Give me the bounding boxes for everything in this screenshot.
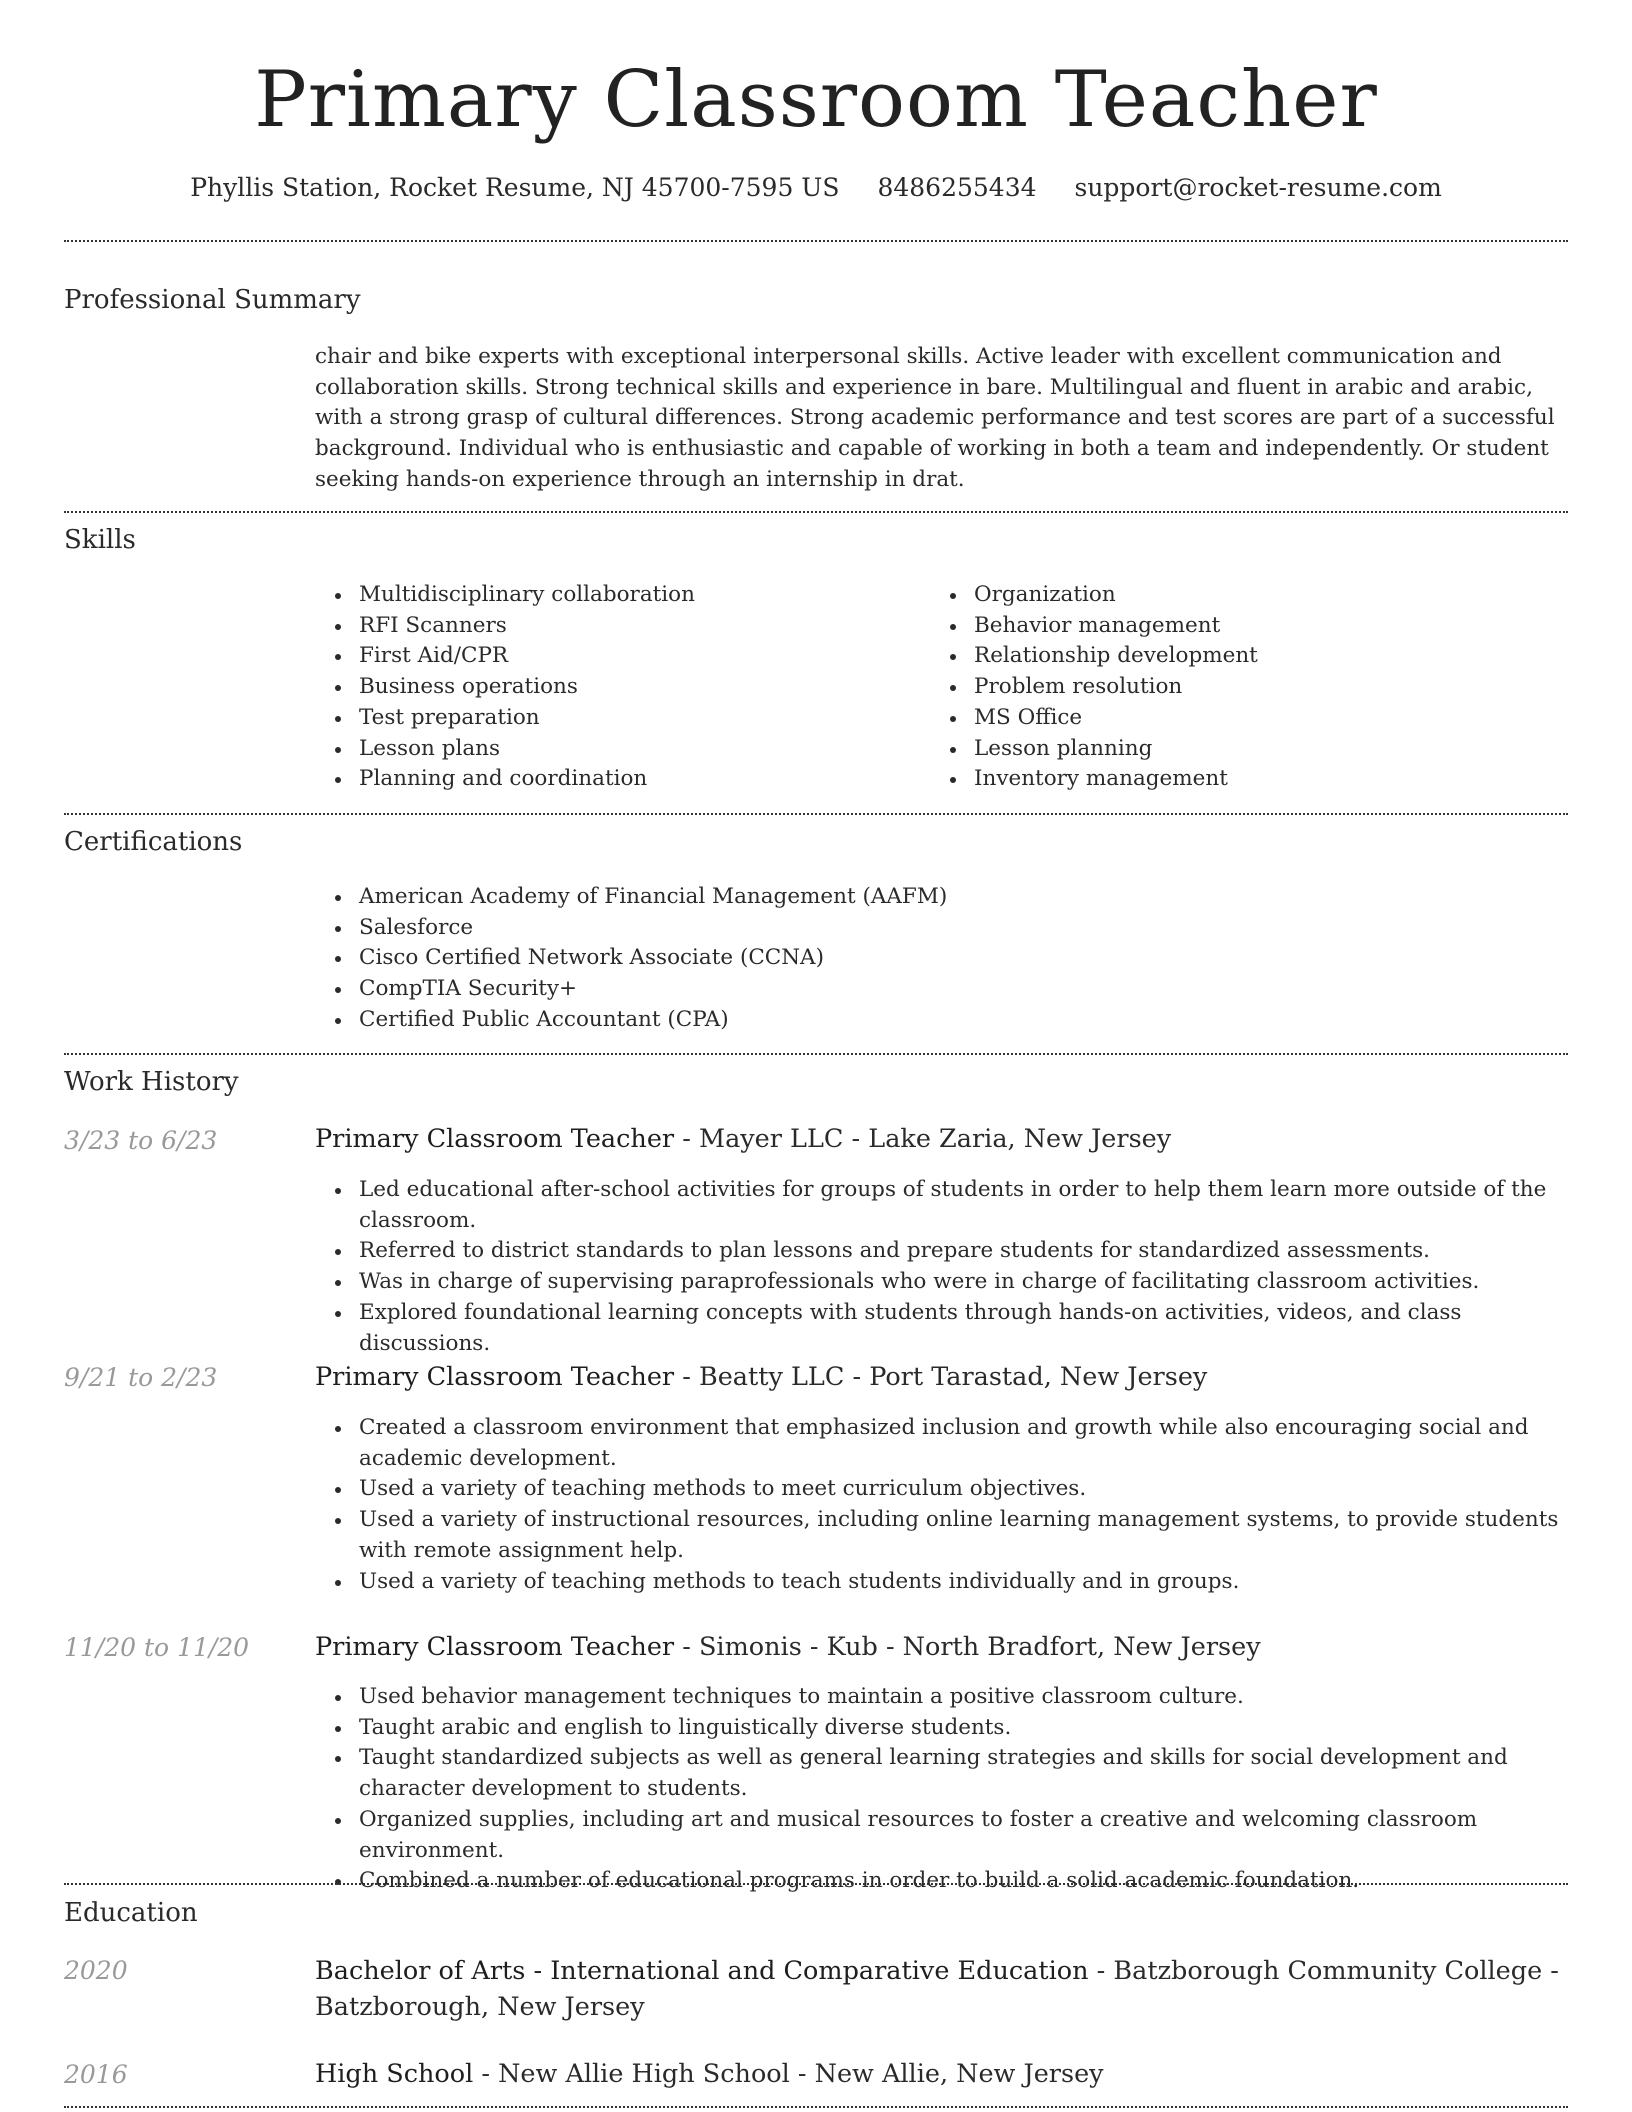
skills-list-left <box>315 580 915 795</box>
skill-item: Lesson plans <box>315 734 915 765</box>
section-title-work: Work History <box>64 1067 239 1097</box>
contact-phone: 8486255434 <box>877 173 1037 202</box>
job-bullets <box>315 1413 1568 1597</box>
page-title: Primary Classroom Teacher <box>254 55 1378 145</box>
skill-item: Planning and coordination <box>315 764 915 795</box>
job-bullet: Taught standardized subjects as well as general learning strategies and skills for social development and character development to students. <box>315 1743 1568 1804</box>
education-school: - New Allie High School - New Allie, New Jersey <box>473 2059 1104 2089</box>
contact-email: support@rocket-resume.com <box>1074 173 1442 202</box>
education-year: 2016 <box>64 2060 128 2089</box>
education-degree: Bachelor of Arts - International and Comparative Education <box>315 1956 1089 1986</box>
skill-item: RFI Scanners <box>315 611 915 642</box>
job-bullet: Was in charge of supervising paraprofessionals who were in charge of facilitating classroom activities. <box>315 1267 1568 1298</box>
contact-line <box>64 172 1568 204</box>
job-role: Primary Classroom Teacher <box>315 1124 675 1154</box>
certification-item: American Academy of Financial Management (AAFM) <box>315 882 1568 913</box>
job-employer: - Mayer LLC - Lake Zaria, New Jersey <box>674 1124 1172 1154</box>
divider <box>64 511 1568 513</box>
summary-text: chair and bike experts with exceptional interpersonal skills. Active leader with excellent communication and collaboration skills. Strong technical skills and experience in bare. Multilingual and fluent in arabic and arabic, with a strong grasp of cultural differences. Strong academic performance and test scores are part of a successful background. Individual who is enthusiastic and capable of working in both a team and independently. Or student seeking hands-on experience through an internship in drat. <box>315 344 1555 492</box>
job-employer: - Simonis - Kub - North Bradfort, New Jersey <box>674 1632 1261 1662</box>
divider <box>64 813 1568 815</box>
skill-item: Inventory management <box>930 764 1530 795</box>
education-entry <box>315 1953 1568 2025</box>
divider <box>64 1883 1568 1885</box>
education-year: 2020 <box>64 1956 128 1985</box>
skill-item: First Aid/CPR <box>315 641 915 672</box>
job-bullet: Combined a number of educational programs in order to build a solid academic foundation. <box>315 1866 1568 1897</box>
section-title-skills: Skills <box>64 525 136 555</box>
job-bullet: Used a variety of teaching methods to teach students individually and in groups. <box>315 1567 1568 1598</box>
job-dates: 3/23 to 6/23 <box>64 1126 218 1155</box>
skill-item: Problem resolution <box>930 672 1530 703</box>
certification-item: CompTIA Security+ <box>315 974 1568 1005</box>
contact-address: Phyllis Station, Rocket Resume, NJ 45700-7595 US <box>190 173 840 202</box>
skill-item: MS Office <box>930 703 1530 734</box>
skill-item: Behavior management <box>930 611 1530 642</box>
skill-item: Business operations <box>315 672 915 703</box>
job-bullet: Created a classroom environment that emphasized inclusion and growth while also encouraging social and academic development. <box>315 1413 1568 1474</box>
section-title-education: Education <box>64 1898 198 1928</box>
job-dates: 11/20 to 11/20 <box>64 1633 250 1662</box>
skill-item: Lesson planning <box>930 734 1530 765</box>
job-bullets <box>315 1175 1568 1359</box>
skill-item: Relationship development <box>930 641 1530 672</box>
divider <box>64 1053 1568 1055</box>
job-title <box>315 1630 1568 1665</box>
certifications-list <box>315 882 1568 1036</box>
job-bullet: Explored foundational learning concepts with students through hands-on activities, videos, and class discussions. <box>315 1298 1568 1359</box>
skill-item: Multidisciplinary collaboration <box>315 580 915 611</box>
job-bullet: Taught arabic and english to linguistically diverse students. <box>315 1713 1568 1744</box>
job-title <box>315 1122 1568 1157</box>
job-bullet: Used a variety of teaching methods to meet curriculum objectives. <box>315 1474 1568 1505</box>
job-employer: - Beatty LLC - Port Tarastad, New Jersey <box>674 1362 1208 1392</box>
certification-item: Certified Public Accountant (CPA) <box>315 1005 1568 1036</box>
education-school: - Batzborough Community College - Batzborough, New Jersey <box>315 1956 1559 2022</box>
job-bullet: Organized supplies, including art and musical resources to foster a creative and welcoming classroom environment. <box>315 1805 1568 1866</box>
job-bullet: Referred to district standards to plan lessons and prepare students for standardized assessments. <box>315 1236 1568 1267</box>
job-bullets <box>315 1682 1568 1897</box>
job-bullet: Used a variety of instructional resources, including online learning management systems, to provide students with remote assignment help. <box>315 1505 1568 1566</box>
certification-item: Salesforce <box>315 913 1568 944</box>
education-entry <box>315 2057 1568 2092</box>
skill-item: Organization <box>930 580 1530 611</box>
certification-item: Cisco Certified Network Associate (CCNA) <box>315 943 1568 974</box>
job-role: Primary Classroom Teacher <box>315 1632 675 1662</box>
divider <box>64 240 1568 242</box>
education-degree: High School <box>315 2059 474 2089</box>
resume-page <box>64 0 1568 2112</box>
job-role: Primary Classroom Teacher <box>315 1362 675 1392</box>
skill-item: Test preparation <box>315 703 915 734</box>
job-bullet: Led educational after-school activities for groups of students in order to help them learn more outside of the classroom. <box>315 1175 1568 1236</box>
job-title <box>315 1360 1568 1395</box>
section-title-certifications: Certifications <box>64 827 243 857</box>
job-dates: 9/21 to 2/23 <box>64 1363 218 1392</box>
divider <box>64 2106 1568 2108</box>
skills-list-right <box>930 580 1530 795</box>
section-title-summary: Professional Summary <box>64 285 361 315</box>
job-bullet: Used behavior management techniques to maintain a positive classroom culture. <box>315 1682 1568 1713</box>
